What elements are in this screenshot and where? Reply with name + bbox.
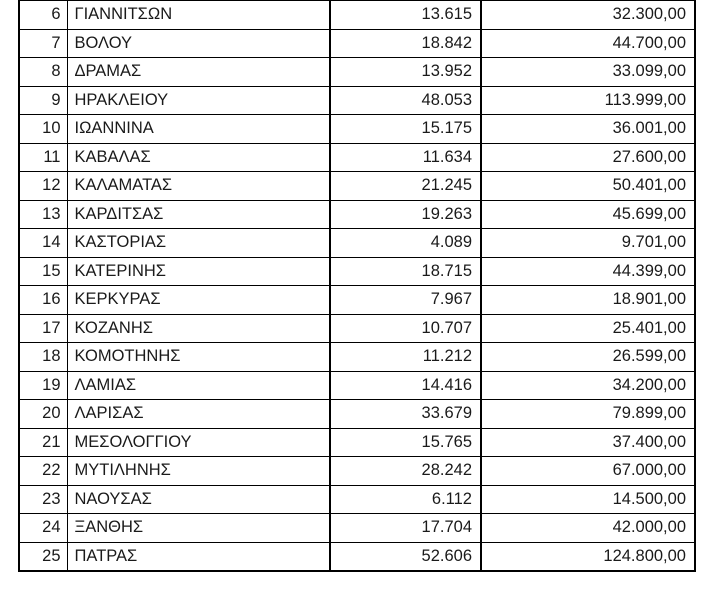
value-count: 15.175 (330, 115, 481, 144)
table-row (19, 485, 695, 514)
value-amount: 79.899,00 (481, 400, 695, 429)
row-number: 11 (19, 143, 67, 172)
value-count: 52.606 (330, 542, 481, 571)
city-name: ΙΩΑΝΝΙΝΑ (67, 115, 330, 144)
value-count: 19.263 (330, 200, 481, 229)
row-number: 24 (19, 514, 67, 543)
value-count: 17.704 (330, 514, 481, 543)
city-name: ΞΑΝΘΗΣ (67, 514, 330, 543)
city-name: ΜΥΤΙΛΗΝΗΣ (67, 457, 330, 486)
value-count: 10.707 (330, 314, 481, 343)
row-number: 15 (19, 257, 67, 286)
value-amount: 33.099,00 (481, 58, 695, 87)
row-number: 18 (19, 343, 67, 372)
city-name: ΠΑΤΡΑΣ (67, 542, 330, 571)
table-row (19, 428, 695, 457)
table-row (19, 143, 695, 172)
row-number: 16 (19, 286, 67, 315)
value-amount: 113.999,00 (481, 86, 695, 115)
table-row (19, 58, 695, 87)
value-amount: 34.200,00 (481, 371, 695, 400)
city-name: ΚΑΣΤΟΡΙΑΣ (67, 229, 330, 258)
value-amount: 36.001,00 (481, 115, 695, 144)
row-number: 20 (19, 400, 67, 429)
value-count: 7.967 (330, 286, 481, 315)
table-row (19, 343, 695, 372)
row-number: 19 (19, 371, 67, 400)
city-name: ΚΑΒΑΛΑΣ (67, 143, 330, 172)
city-name: ΓΙΑΝΝΙΤΣΩΝ (67, 1, 330, 30)
table-row (19, 172, 695, 201)
row-number: 17 (19, 314, 67, 343)
row-number: 12 (19, 172, 67, 201)
row-number: 23 (19, 485, 67, 514)
value-count: 48.053 (330, 86, 481, 115)
city-name: ΗΡΑΚΛΕΙΟΥ (67, 86, 330, 115)
table-row (19, 115, 695, 144)
city-name: ΚΟΖΑΝΗΣ (67, 314, 330, 343)
value-amount: 32.300,00 (481, 1, 695, 30)
data-table (18, 0, 696, 572)
row-number: 13 (19, 200, 67, 229)
city-name: ΚΑΛΑΜΑΤΑΣ (67, 172, 330, 201)
city-name: ΒΟΛΟΥ (67, 29, 330, 58)
row-number: 7 (19, 29, 67, 58)
value-amount: 44.399,00 (481, 257, 695, 286)
city-name: ΛΑΜΙΑΣ (67, 371, 330, 400)
value-amount: 25.401,00 (481, 314, 695, 343)
table-row (19, 286, 695, 315)
value-count: 33.679 (330, 400, 481, 429)
value-amount: 50.401,00 (481, 172, 695, 201)
value-count: 6.112 (330, 485, 481, 514)
table-row (19, 257, 695, 286)
table-row (19, 371, 695, 400)
city-name: ΚΟΜΟΤΗΝΗΣ (67, 343, 330, 372)
table-row (19, 1, 695, 30)
value-count: 28.242 (330, 457, 481, 486)
value-count: 15.765 (330, 428, 481, 457)
value-count: 18.842 (330, 29, 481, 58)
document-sheet (18, 0, 694, 572)
value-count: 21.245 (330, 172, 481, 201)
table-row (19, 29, 695, 58)
value-count: 13.952 (330, 58, 481, 87)
value-count: 18.715 (330, 257, 481, 286)
table-row (19, 457, 695, 486)
value-amount: 14.500,00 (481, 485, 695, 514)
value-amount: 67.000,00 (481, 457, 695, 486)
row-number: 9 (19, 86, 67, 115)
row-number: 21 (19, 428, 67, 457)
row-number: 22 (19, 457, 67, 486)
table-body (19, 1, 695, 572)
value-amount: 42.000,00 (481, 514, 695, 543)
row-number: 14 (19, 229, 67, 258)
value-count: 11.212 (330, 343, 481, 372)
table-row (19, 542, 695, 571)
table-row (19, 400, 695, 429)
table-row (19, 86, 695, 115)
row-number: 25 (19, 542, 67, 571)
city-name: ΝΑΟΥΣΑΣ (67, 485, 330, 514)
value-amount: 26.599,00 (481, 343, 695, 372)
table-row (19, 200, 695, 229)
city-name: ΛΑΡΙΣΑΣ (67, 400, 330, 429)
row-number: 6 (19, 1, 67, 30)
row-number: 10 (19, 115, 67, 144)
value-amount: 37.400,00 (481, 428, 695, 457)
value-count: 13.615 (330, 1, 481, 30)
value-amount: 44.700,00 (481, 29, 695, 58)
value-amount: 45.699,00 (481, 200, 695, 229)
city-name: ΚΑΡΔΙΤΣΑΣ (67, 200, 330, 229)
row-number: 8 (19, 58, 67, 87)
value-count: 11.634 (330, 143, 481, 172)
city-name: ΚΑΤΕΡΙΝΗΣ (67, 257, 330, 286)
table-row (19, 229, 695, 258)
value-amount: 18.901,00 (481, 286, 695, 315)
city-name: ΚΕΡΚΥΡΑΣ (67, 286, 330, 315)
value-amount: 124.800,00 (481, 542, 695, 571)
value-amount: 27.600,00 (481, 143, 695, 172)
city-name: ΜΕΣΟΛΟΓΓΙΟΥ (67, 428, 330, 457)
city-name: ΔΡΑΜΑΣ (67, 58, 330, 87)
value-count: 4.089 (330, 229, 481, 258)
table-row (19, 514, 695, 543)
table-row (19, 314, 695, 343)
value-amount: 9.701,00 (481, 229, 695, 258)
value-count: 14.416 (330, 371, 481, 400)
